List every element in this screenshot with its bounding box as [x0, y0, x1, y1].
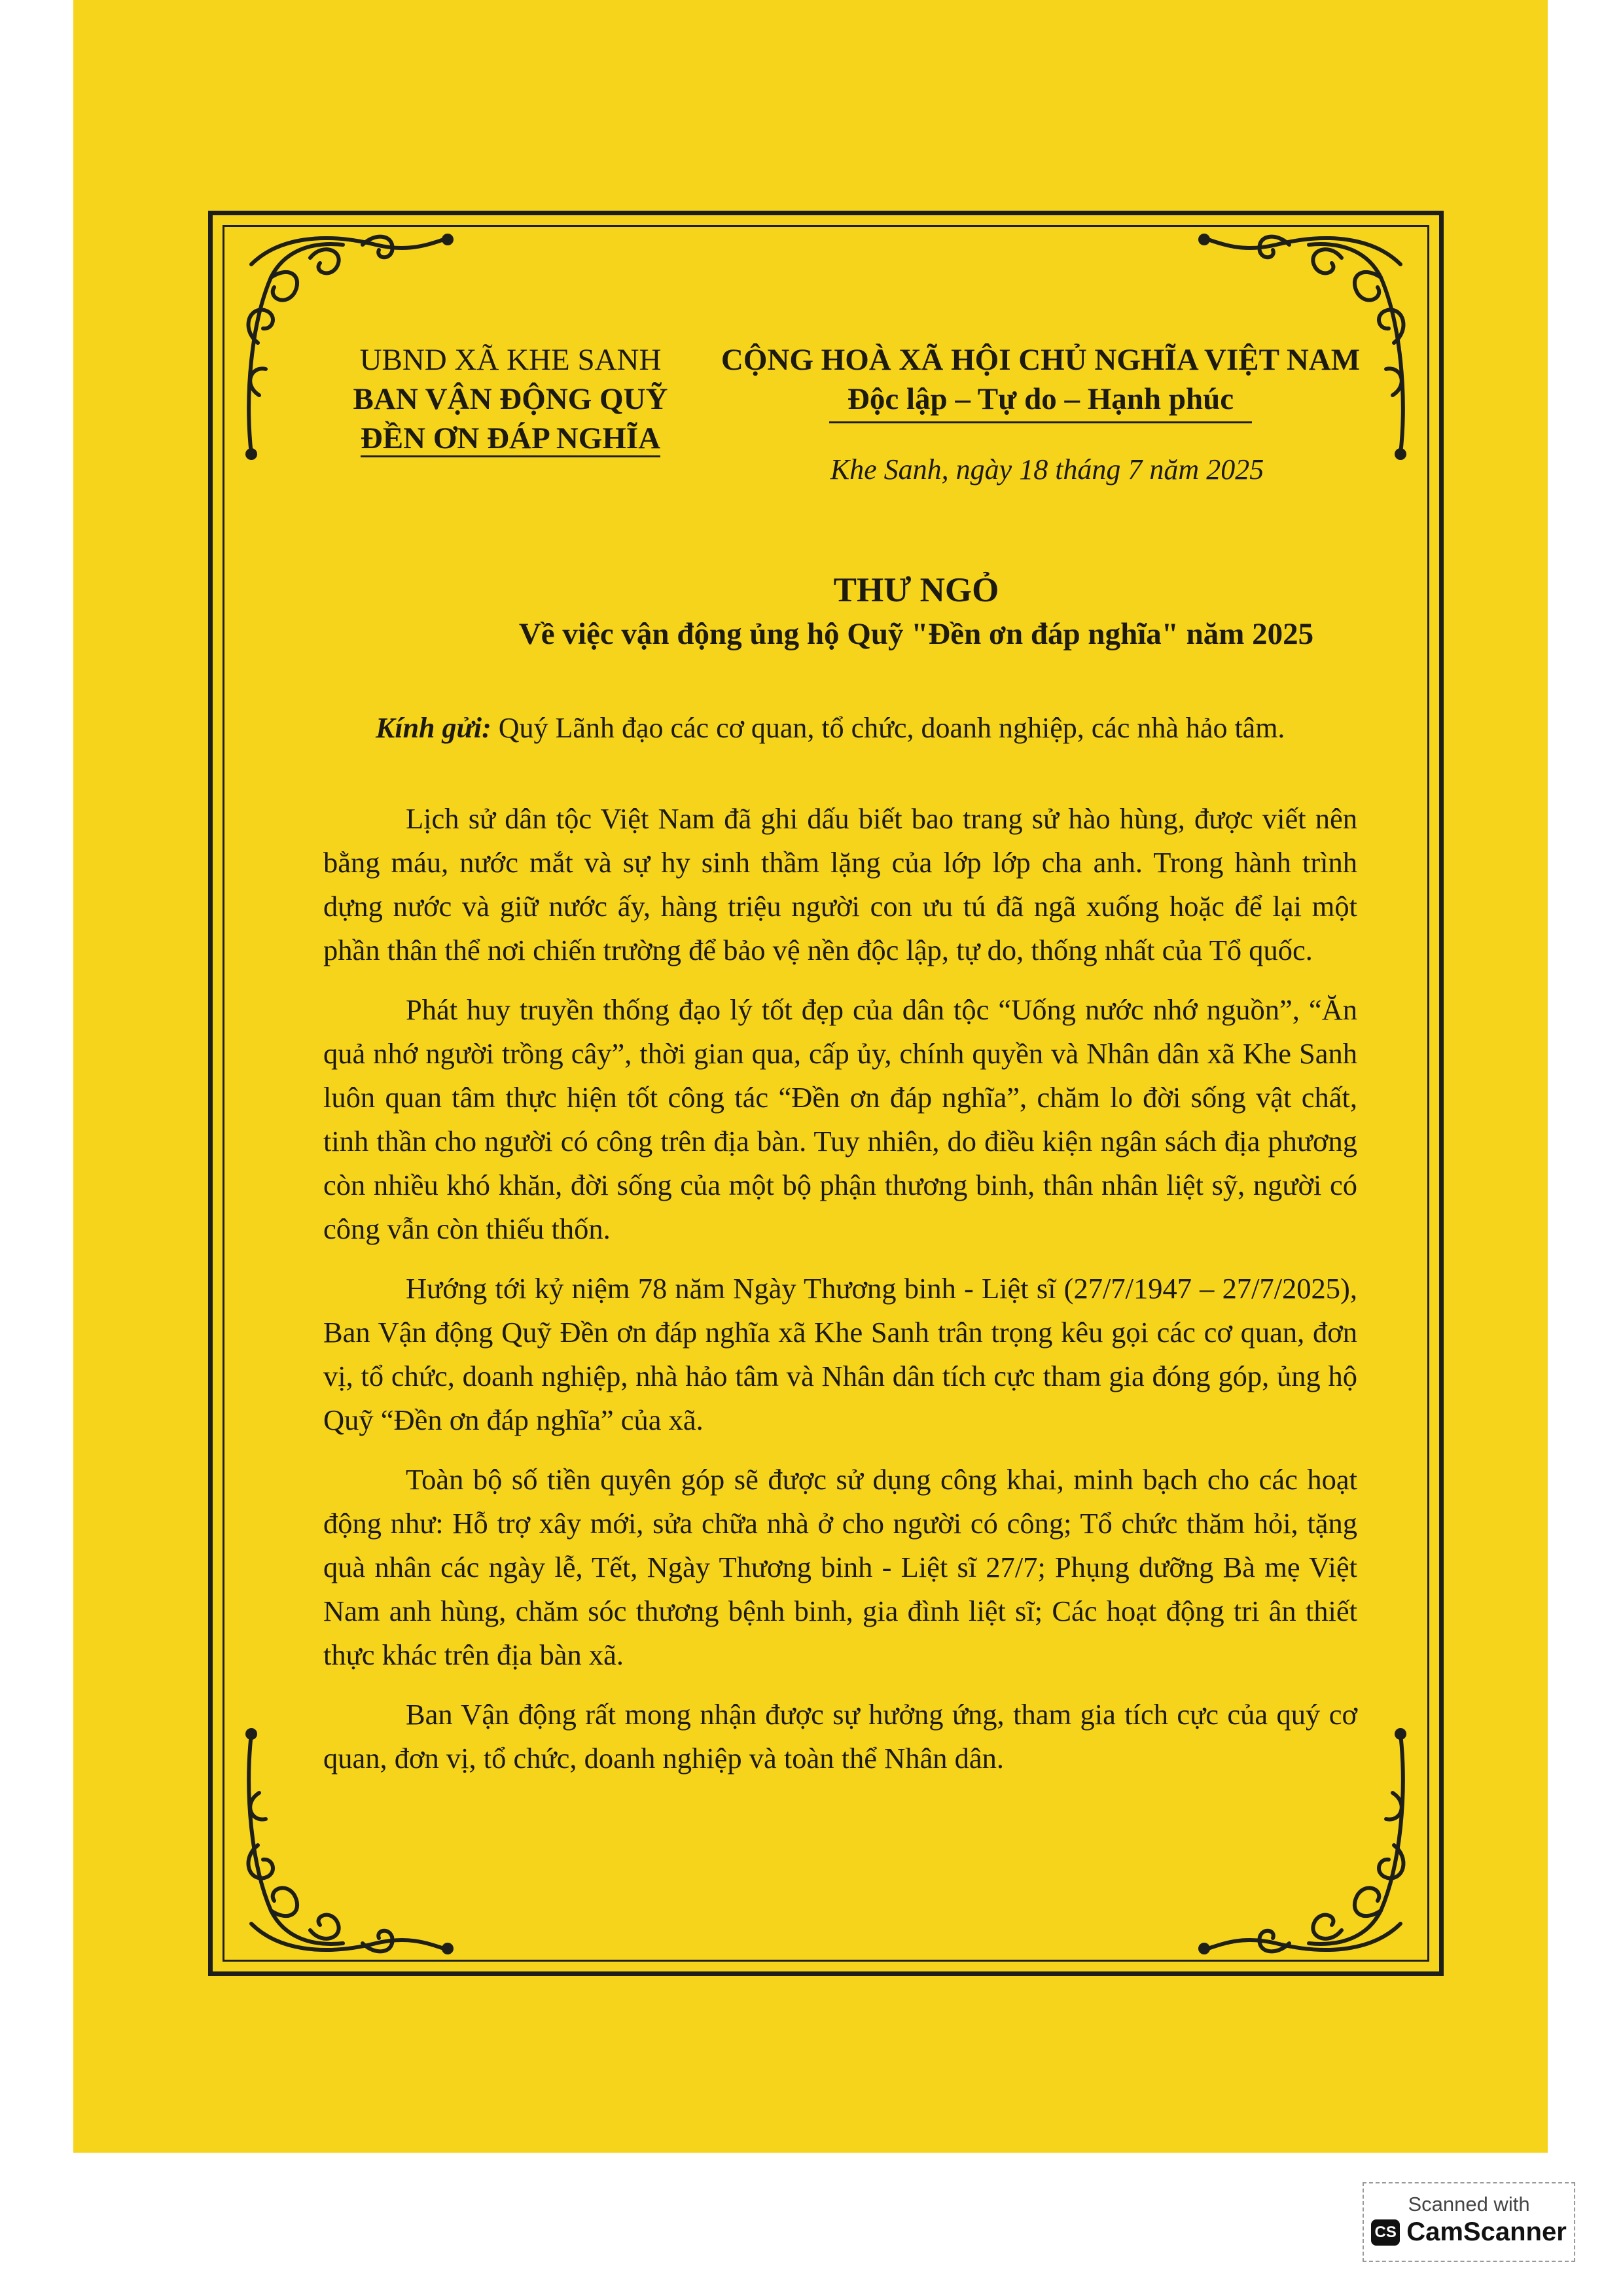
watermark-caption: Scanned with: [1408, 2193, 1530, 2216]
body-paragraph: Phát huy truyền thống đạo lý tốt đẹp của dân tộc “Uống nước nhớ nguồn”, “Ăn quả nhớ người trồng cây”, thời gian qua, cấp ủy, chính quyền và Nhân dân xã Khe Sanh luôn quan tâm thực hiện tốt công tác “Đền ơn đáp nghĩa”, chăm lo đời sống vật chất, tinh thần cho người có công trên địa bàn. Tuy nhiên, do điều kiện ngân sách địa phương còn nhiều khó khăn, đời sống của một bộ phận thương binh, thân nhân liệt sỹ, người có công vẫn còn thiếu thốn.: [323, 993, 1357, 1245]
letter-body: [323, 797, 1357, 1796]
issuer-line-2: BAN VẬN ĐỘNG QUỸ: [353, 382, 668, 416]
watermark-brand-row: [1364, 2217, 1574, 2247]
body-paragraph: Ban Vận động rất mong nhận được sự hưởng ứng, tham gia tích cực của quý cơ quan, đơn vị, tổ chức, doanh nghiệp và toàn thể Nhân dân.: [323, 1698, 1357, 1775]
body-paragraph: Hướng tới kỷ niệm 78 năm Ngày Thương binh - Liệt sĩ (27/7/1947 – 27/7/2025), Ban Vận động Quỹ Đền ơn đáp nghĩa xã Khe Sanh trân trọng kêu gọi các cơ quan, đơn vị, tổ chức, doanh nghiệp, nhà hảo tâm và Nhân dân tích cực tham gia đóng góp, ủng hộ Quỹ “Đền ơn đáp nghĩa” của xã.: [323, 1272, 1357, 1436]
body-paragraph: Lịch sử dân tộc Việt Nam đã ghi dấu biết bao trang sử hào hùng, được viết nên bằng máu, nước mắt và sự hy sinh thầm lặng của lớp lớp cha anh. Trong hành trình dựng nước và giữ nước ấy, hàng triệu người con ưu tú đã ngã xuống hoặc để lại một phần thân thể nơi chiến trường để bảo vệ nền độc lập, tự do, thống nhất của Tổ quốc.: [323, 802, 1357, 966]
document-title: THƯ NGỎ: [833, 571, 999, 609]
recipient-label: Kính gửi:: [376, 712, 491, 744]
issuer-line-3: [340, 419, 681, 458]
country-name: CỘNG HOÀ XÃ HỘI CHỦ NGHĨA VIỆT NAM: [721, 343, 1361, 377]
place-date: Khe Sanh, ngày 18 tháng 7 năm 2025: [830, 453, 1264, 486]
issuer-line-1: UBND XÃ KHE SANH: [359, 343, 662, 377]
document-subtitle: Về việc vận động ủng hộ Quỹ "Đền ơn đáp nghĩa" năm 2025: [518, 617, 1314, 651]
recipient-line: [376, 709, 1357, 748]
issuer-block: [340, 340, 681, 458]
camscanner-watermark: [1363, 2182, 1575, 2262]
recipient-text: Quý Lãnh đạo các cơ quan, tổ chức, doanh nghiệp, các nhà hảo tâm.: [491, 712, 1285, 744]
national-motto: Độc lập – Tự do – Hạnh phúc: [829, 380, 1252, 423]
national-motto-block: [700, 340, 1381, 423]
camscanner-logo-icon: CS: [1371, 2219, 1400, 2246]
issuer-line-3-text: ĐỀN ƠN ĐÁP NGHĨA: [361, 421, 660, 457]
watermark-brand: CamScanner: [1406, 2217, 1567, 2246]
body-paragraph: Toàn bộ số tiền quyên góp sẽ được sử dụng công khai, minh bạch cho các hoạt động như: Hỗ trợ xây mới, sửa chữa nhà ở cho người có công; Tổ chức thăm hỏi, tặng quà nhân các ngày lễ, Tết, Ngày Thương binh - Liệt sĩ 27/7; Phụng dưỡng Bà mẹ Việt Nam anh hùng, chăm sóc thương bệnh binh, gia đình liệt sĩ; Các hoạt động tri ân thiết thực khác trên địa bàn xã.: [323, 1463, 1357, 1671]
